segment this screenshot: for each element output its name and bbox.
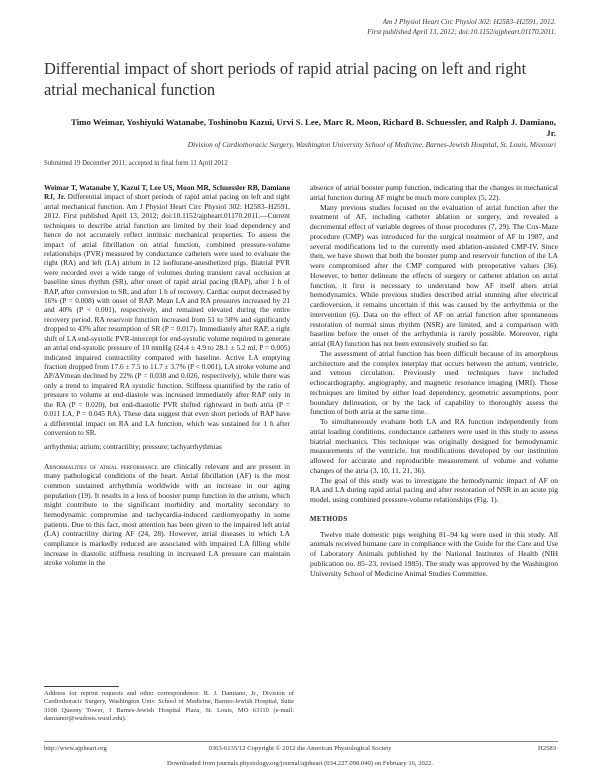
keywords: arrhythmia; atrium; contractility; pressure; tachyarrhythmias [44,442,222,452]
paragraph: Twelve male domestic pigs weighing 81–94 kg were used in this study. All animals received humane care in compliance with the Guide for the Care and Use of Laboratory Animals published by the National Institutes of Health (NIH publication no. 85–23, revised 1985). The study was approved by the Washington University School of Medicine Animal Studies Committee. [310,529,558,578]
intro-body: are clinically relevant and are present in many pathological conditions of the heart. Atrial fibrillation (AF) is the most common sustained arrhythmia worldwide with an increase in our aging population (19). It results in a loss of booster pump function in the atrium, which might contribute to the significant morbidity and mortality secondary to hemodynamic compromise and tachycardia-induced cardiomyopathy in some patients. Due to this fact, most attention has been given to the impaired left atrial (LA) contractility during AF (24, 28). However, atrial diseases in which LA compliance is markedly reduced are associated with impaired LA filling while increase in diastolic stiffness resulting in increased LA pressure can maintain stroke volume in the [44,461,290,568]
abstract-body: Differential impact of short periods of rapid atrial pacing on left and right atrial mechanical function. Am J Physiol Heart Circ Physiol 302: H2583–H2591, 2012. First published April 13, 2012; doi:10.1152/ajpheart.01170.2011.—Current techniques to describe atrial function are limited by their load dependency and hence do not accurately reflect intrinsic mechanical properties. To assess the impact of atrial fibrillation on atrial function, combined pressure-volume relationships (PVR) measured by conductance catheters were used to evaluate the right (RA) and left (LA) atrium in 12 isoflurane-anesthetized pigs. Biatrial PVR were recorded over a wide range of volumes during transient caval occlusion at baseline sinus rhythm (SR), after onset of rapid atrial pacing (RAP), after 1 h of RAP, after conversion to SR, and after 1 h of recovery. Cardiac output decreased by 16% (P = 0.008) with onset of RAP. Mean LA and RA pressures increased by 21 and 40% (P < 0.001), respectively, and remained elevated during the entire recovery period. RA reservoir function increased from 51 to 58% and significantly dropped to 43% after resumption of SR (P = 0.017). Immediately after RAP, a right shift of LA end-systolic PVR-intercept for end-systolic volume required to generate an atrial end-systolic pressure of 10 mmHg (24.4 ± 4.9 to 28.1 ± 5.2 ml, P = 0.005) indicated impaired contractility compared with baseline. Active LA emptying fraction dropped from 17.6 ± 7.5 to 11.7 ± 3.7% (P < 0.001), LA stroke volume and ΔP/ΔVmean declined by 22% (P = 0.038 and 0.026, respectively), while there was only a trend to impaired RA systolic function. Stiffness quantified by the ratio of pressure to volume at end-diastole was increased immediately after RAP only in the RA (P = 0.020), but end-diastolic PVR shifted rightward in both atria (P = 0.011 LA, P = 0.045 RA). These data suggest that even short periods of RAP have a differential impact on RA and LA function, which was sustained for 1 h after conversion to SR. [44,192,291,437]
abstract [44,183,290,437]
journal-url-link[interactable]: http://www.ajpheart.org [44,745,107,752]
abstract-citation: Weimar T, Watanabe Y, Kazui T, Lee US, Moon MR, Schuessler RB, Damiano RJ, Jr. [44,183,290,202]
journal-header [367,18,556,37]
paragraph: The assessment of atrial function has been difficult because of its amorphous architecture and the complex interplay that occurs between the atrium, ventricle, and venous circulation. Previously used techniques have included echocardiography, angiography, and magnetic resonance imaging (MRI). Those techniques are limited by either load dependency, geometric assumptions, poor boundary delineation, or by the lack of capability to thoroughly assess the function of both atria at the same time. [310,348,558,417]
journal-citation: Am J Physiol Heart Circ Physiol 302: H2583–H2591, 2012. [382,18,556,26]
paragraph: absence of atrial booster pump function, indicating that the changes in mechanical atrial function during AF might be much more complex (5, 22). [310,183,558,202]
author-list: Timo Weimar, Yoshiyuki Watanabe, Toshinobu Kazui, Urvi S. Lee, Marc R. Moon, Richard B. Schuessler, and Ralph J. Damiano, Jr. [71,117,556,138]
section-heading-methods: METHODS [310,515,348,523]
paragraph: The goal of this study was to investigate the hemodynamic impact of AF on RA and LA during rapid atrial pacing and after restoration of NSR in an acute pig model, using combined pressure-volume relationships (Fig. 1). [310,475,558,504]
affiliation: Division of Cardiothoracic Surgery, Washington University School of Medicine, Barnes-Jewish Hospital, St. Louis, Missouri [187,140,556,149]
introduction [44,462,290,568]
article-title: Differential impact of short periods of rapid atrial pacing on left and right atrial mechanical function [44,59,527,99]
left-column [44,183,290,568]
footnote-rule [44,686,119,687]
submission-dates: Submitted 19 December 2011; accepted in final form 11 April 2012 [44,160,228,167]
copyright-notice: 0363-6135/12 Copyright © 2012 the American Physiological Society [208,745,392,752]
paragraph: To simultaneously evaluate both LA and RA function independently from atrial loading conditions, conductance catheters were used in this study to assess biatrial mechanics. This technique was originally designed for hemodynamic measurements of the ventricle, but modifications developed by our institution allowed for accurate and reproducible measurement of volume and volume changes of the atria (3, 10, 11, 21, 36). [310,417,558,475]
right-column [310,183,558,578]
page-number: H2583 [538,745,556,752]
paragraph: Many previous studies focused on the evaluation of atrial function after the treatment of AF, including catheter ablation or surgery, and revealed a decremental effect of variable degrees of those procedures (7, 29). The Cox-Maze procedure (CMP) was introduced for the surgical treatment of AF in 1987, and several modifications led to the currently used ablation-assisted CMP-IV. Since then, we have shown that both the booster pump and reservoir function of the LA were compromised after the CMP compared with preoperative values (36). However, to better delineate the effects of surgery or catheter ablation on atrial function, it first is necessary to understand how AF itself alters atrial hemodynamics. While previous studies described atrial stunning after electrical cardioversion, it remains uncertain if this was caused by the arrhythmia or the intervention (6). Data on the effect of AF on atrial function after spontaneous restoration of normal sinus rhythm (NSR) are limited, and a comparison with baseline before the onset of the arrhythmia is rarely possible. Moreover, right atrial (RA) function has not been extensively studied so far. [310,202,558,348]
footer-rule [44,741,558,742]
publication-info: First published April 13, 2012; doi:10.1152/ajpheart.01170.2011. [367,27,556,36]
correspondence-footnote: Address for reprint requests and other correspondence: R. J. Damiano, Jr., Division of Cardiothoracic Surgery, Washington Univ. School of Medicine, Barnes-Jewish Hospital, Suite 3108 Queeny Tower, 1 Barnes-Jewish Hospital Plaza, St. Louis, MO 63110 (e-mail: damianor@wudosis.wustl.edu). [44,690,294,722]
download-notice: Downloaded from journals.physiology.org/journal/ajpheart (034.227.098.040) on February 16, 2022. [166,760,434,767]
intro-lead: Abnormalities of atrial performance [44,461,158,471]
